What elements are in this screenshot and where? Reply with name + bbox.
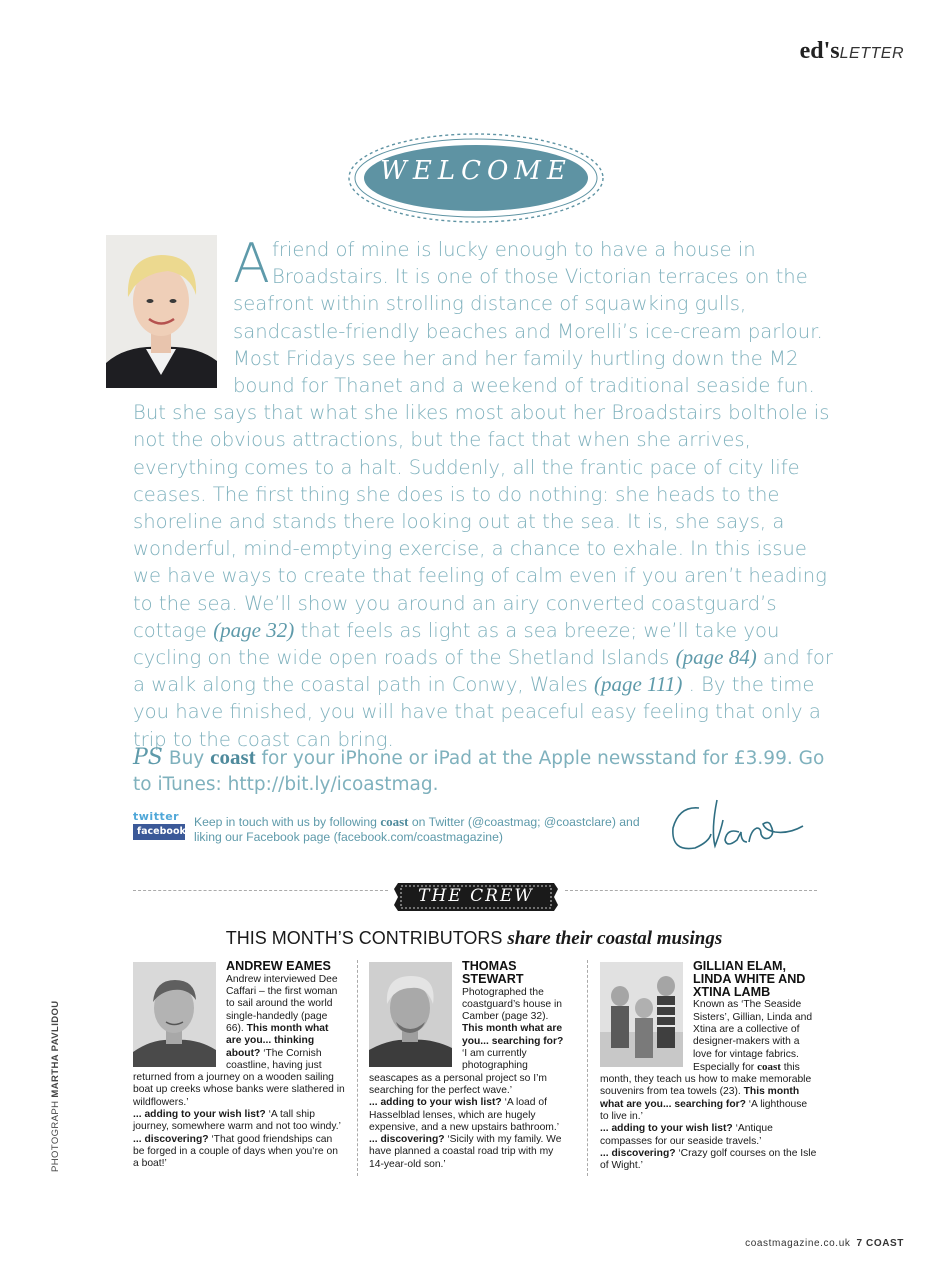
letter-text-1: friend of mine is lucky enough to have a house in Broadstairs. It is one of those Victorian terraces on the seafront within strolling distance of squawking gulls, sandcastle-friendly beaches and Morelli’s ice-cream parlour. Most Fridays see her and her family hurtling down the M2 bound for Thanet and a weekend of traditional seaside fun. But she says that what she likes most about her Broadstairs bolthole is not the obvious attractions, but the fact that when she arrives, everything comes to a halt. Suddenly, all the frantic pace of city life ceases. The first thing she does is to do nothing: she heads to the shoreline and stands there looking out at the sea. It is, she says, a wonderful, mind-emptying exercise, a chance to exhale. In this issue we have ways to create that feeling of calm even if you aren’t heading to the sea. We’ll show you around an airy converted coastguard’s cottage — [133, 238, 830, 642]
contributor-name: GILLIAN ELAM, LINDA WHITE AND XTINA LAMB — [693, 959, 806, 999]
social-badges — [133, 810, 185, 840]
column-separator — [587, 960, 588, 1176]
contributor-a3: ‘Sicily with my family. We have planned a coastal road trip with my 14-year-old son.’ — [369, 1134, 562, 1170]
page-ref-111: (page 111) — [593, 672, 683, 697]
section-name: LETTER — [839, 45, 904, 62]
contributor-a3: ‘Crazy golf courses on the Isle of Wight.’ — [600, 1147, 817, 1172]
contributor-intro-after: this month, they teach us how to make memorable souvenirs from tea towels (23). — [600, 1061, 812, 1098]
contributor-intro: Photographed the coastguard’s house in Camber (page 32). — [462, 986, 562, 1023]
footer-page-number: 7 COAST — [856, 1238, 904, 1249]
crew-banner — [392, 879, 560, 915]
page-ref-32: (page 32) — [213, 617, 295, 642]
contributor-intro-brand: coast — [757, 1060, 781, 1073]
contributor-intro: Known as ‘The Seaside Sisters’, Gillian, Linda and Xtina are a collective of designer-makers with a love for vintage fabrics. Especially for — [693, 999, 813, 1073]
contributors-heading-italic: share their coastal musings — [507, 928, 723, 949]
contributors-heading-main: THIS MONTH’S CONTRIBUTORS — [225, 928, 508, 948]
page-ref-84: (page 84) — [675, 645, 757, 670]
ps-text-before: Buy — [168, 748, 211, 769]
contributor-a2: ‘A load of Hasselblad lenses, which are hugely expensive, and a new upstairs bathroom.’ — [369, 1097, 560, 1133]
section-brand: ed's — [799, 38, 840, 64]
letter-text-4: . By the time you have finished, you will have that peaceful easy feeling that only a trip to the coast can bring. — [133, 673, 821, 751]
social-text — [194, 814, 654, 845]
photo-credit — [50, 1000, 61, 1172]
contributor-name: ANDREW EAMES — [226, 959, 331, 973]
photo-credit-label: PHOTOGRAPH — [50, 1097, 61, 1172]
social-text-before: Keep in touch with us by following — [194, 815, 381, 829]
contributor-name: THOMAS STEWART — [462, 959, 524, 986]
editor-signature — [665, 790, 815, 867]
divider-right — [565, 890, 817, 891]
contributor-intro: Andrew interviewed Dee Caffari – the first woman to sail around the world single-handedly (page 66). — [226, 973, 338, 1034]
contributor-q3: ... discovering? — [133, 1133, 209, 1145]
ps-icon: PS — [133, 745, 163, 770]
contributor-q1: This month what are you... thinking about? — [226, 1022, 329, 1059]
contributor-q3: ... discovering? — [369, 1134, 445, 1146]
ps-brand: coast — [210, 745, 256, 769]
photo-wrap-gap — [133, 236, 233, 386]
contributor-q1: This month what are you... searching for? — [462, 1023, 564, 1047]
social-brand: coast — [380, 814, 409, 829]
twitter-icon[interactable]: twitter — [133, 810, 180, 823]
social-text-after: on Twitter (@coastmag; @coastclare) and liking our Facebook page (facebook.com/coastmagazine) — [194, 815, 640, 844]
contributor-a1: ‘I am currently photographing seascapes as a personal project so I’m searching for the perfect wave.’ — [369, 1048, 547, 1096]
contributor-a3: ‘That good friendships can be forged in a couple of days when you’re on a boat!’ — [133, 1133, 338, 1170]
contributor-a1: ‘The Cornish coastline, having just returned from a journey on a wooden sailing boat up creeks whose banks were slathered in wildflowers.’ — [133, 1047, 345, 1108]
section-label — [800, 38, 904, 65]
contributor-a2: ‘A tall ship journey, somewhere warm and not too windy.’ — [133, 1109, 341, 1133]
contributor-photo — [133, 962, 216, 1067]
crew-title: THE CREW — [418, 886, 534, 906]
contributor-q2: ... adding to your wish list? — [133, 1109, 266, 1121]
divider-left — [133, 890, 388, 891]
welcome-banner — [345, 130, 607, 226]
contributor-card — [369, 960, 568, 1171]
contributor-q2: ... adding to your wish list? — [600, 1123, 733, 1135]
contributor-card — [133, 960, 345, 1171]
letter-text-3: and for a walk along the coastal path in Conwy, Wales — [133, 646, 833, 697]
drop-cap: A — [233, 232, 270, 295]
ps-text-after: for your iPhone or iPad at the Apple newsstand for £3.99. Go to iTunes: http://bit.ly/icoastmag. — [133, 748, 825, 795]
facebook-icon[interactable]: facebook — [133, 824, 185, 840]
welcome-title: WELCOME — [380, 156, 572, 186]
contributor-a1: ‘A lighthouse to live in.’ — [600, 1098, 808, 1123]
contributor-q1: This month what are you... searching for? — [600, 1086, 800, 1110]
letter-body — [133, 232, 833, 753]
contributors-heading — [0, 928, 948, 950]
photo-credit-name: MARTHA PAVLIDOU — [50, 1000, 61, 1098]
contributor-photo — [600, 962, 683, 1067]
column-separator — [357, 960, 358, 1176]
footer-site: coastmagazine.co.uk — [745, 1238, 851, 1249]
contributor-q3: ... discovering? — [600, 1147, 676, 1159]
contributor-a2: ‘Antique compasses for our seaside travels.’ — [600, 1123, 773, 1147]
contributor-card — [600, 960, 818, 1173]
contributor-photo — [369, 962, 452, 1067]
letter-text-2: that feels as light as a sea breeze; we’ll take you cycling on the wide open roads of the Shetland Islands — [133, 618, 780, 670]
contributor-q2: ... adding to your wish list? — [369, 1097, 502, 1109]
page-footer — [745, 1238, 904, 1249]
